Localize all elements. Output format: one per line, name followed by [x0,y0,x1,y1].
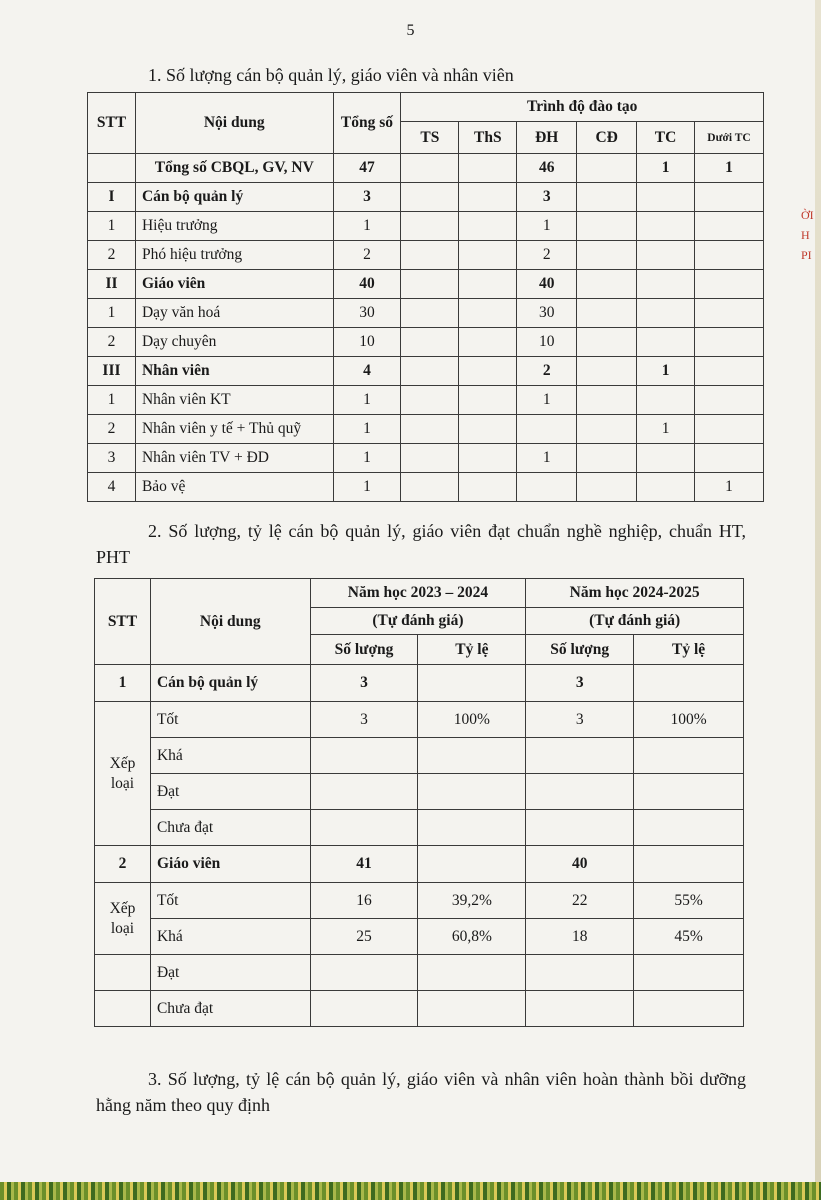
row-below [695,183,764,212]
group-name: Cán bộ quản lý [150,665,310,702]
y1-rate [418,810,526,846]
row-tc [637,473,695,502]
row-dh: 46 [517,154,577,183]
grade-row [95,955,744,991]
y2-count [526,774,634,810]
y1-rate [418,738,526,774]
row-total: 2 [333,241,401,270]
header-year-2024-2025: Năm học 2024-2025 [526,579,744,608]
row-ts [401,183,459,212]
row-content: Phó hiệu trưởng [135,241,333,270]
row-ths [459,444,517,473]
row-ths [459,473,517,502]
row-ts [401,241,459,270]
row-ts [401,299,459,328]
row-below [695,299,764,328]
header-ts: TS [401,122,459,154]
table-row [88,241,764,270]
group-y1-rate [418,665,526,702]
row-cd [577,415,637,444]
y1-count: 16 [310,883,418,919]
row-ths [459,212,517,241]
row-content: Bảo vệ [135,473,333,502]
row-total: 3 [333,183,401,212]
header-cd: CĐ [577,122,637,154]
row-cd [577,473,637,502]
row-total: 40 [333,270,401,299]
row-total: 4 [333,357,401,386]
grade-row [95,774,744,810]
row-ths [459,357,517,386]
row-ths [459,299,517,328]
row-dh [517,415,577,444]
row-stt: 1 [88,299,136,328]
row-stt: 1 [88,386,136,415]
page-edge [815,0,821,1182]
header-count: Số lượng [310,635,418,665]
section-2-title: 2. Số lượng, tỷ lệ cán bộ quản lý, giáo viên đạt chuẩn nghề nghiệp, chuẩn HT, PHT [96,521,746,567]
row-total: 1 [333,444,401,473]
y1-count [310,738,418,774]
header-stt: STT [88,93,136,154]
header-year-2023-2024: Năm học 2023 – 2024 [310,579,526,608]
row-tc [637,241,695,270]
y2-rate [634,991,744,1027]
table-row [88,154,764,183]
table-row [88,444,764,473]
group-row [95,846,744,883]
row-ts [401,154,459,183]
row-content: Cán bộ quản lý [135,183,333,212]
grade-name: Đạt [150,955,310,991]
y2-count [526,955,634,991]
row-below: 1 [695,473,764,502]
row-cd [577,328,637,357]
row-ts [401,473,459,502]
row-cd [577,241,637,270]
grade-row [95,919,744,955]
row-dh: 40 [517,270,577,299]
row-cd [577,270,637,299]
row-cd [577,299,637,328]
row-ts [401,357,459,386]
group-y2-count: 40 [526,846,634,883]
group-stt: 1 [95,665,151,702]
row-content: Giáo viên [135,270,333,299]
header-content: Nội dung [135,93,333,154]
row-dh: 1 [517,386,577,415]
group-y2-count: 3 [526,665,634,702]
y1-count [310,774,418,810]
row-total: 30 [333,299,401,328]
grade-label: Xếp loại [95,702,151,846]
y1-rate: 60,8% [418,919,526,955]
header-qualification: Trình độ đào tạo [401,93,764,122]
y2-rate [634,738,744,774]
row-stt: II [88,270,136,299]
table-row [88,415,764,444]
row-ts [401,415,459,444]
row-content: Nhân viên KT [135,386,333,415]
row-total: 1 [333,386,401,415]
table-row [88,212,764,241]
row-tc [637,270,695,299]
row-content: Hiệu trưởng [135,212,333,241]
y1-rate [418,774,526,810]
header-dh: ĐH [517,122,577,154]
row-tc [637,444,695,473]
grade-name: Khá [150,738,310,774]
empty-cell [95,991,151,1027]
y1-rate: 39,2% [418,883,526,919]
row-stt: 2 [88,241,136,270]
row-dh: 2 [517,357,577,386]
row-dh [517,473,577,502]
row-tc [637,299,695,328]
row-below: 1 [695,154,764,183]
grade-row [95,883,744,919]
y2-rate [634,774,744,810]
row-stt: 3 [88,444,136,473]
y1-count: 3 [310,702,418,738]
section-3-title: 3. Số lượng, tỷ lệ cán bộ quản lý, giáo viên và nhân viên hoàn thành bồi dưỡng hằng năm theo quy định [96,1069,746,1115]
header-tc: TC [637,122,695,154]
header-rate: Tỷ lệ [418,635,526,665]
grade-label: Xếp loại [95,883,151,955]
row-content: Nhân viên TV + ĐD [135,444,333,473]
row-dh: 1 [517,444,577,473]
grade-name: Khá [150,919,310,955]
row-content: Dạy văn hoá [135,299,333,328]
row-stt: 2 [88,415,136,444]
group-row [95,665,744,702]
y2-rate [634,810,744,846]
staff-count-table [87,92,764,502]
row-cd [577,154,637,183]
row-total: 10 [333,328,401,357]
row-stt: 1 [88,212,136,241]
row-tc [637,212,695,241]
group-name: Giáo viên [150,846,310,883]
row-ts [401,444,459,473]
y2-rate: 55% [634,883,744,919]
row-ths [459,415,517,444]
row-cd [577,357,637,386]
header-total: Tổng số [333,93,401,154]
row-cd [577,183,637,212]
row-ts [401,212,459,241]
y2-rate: 45% [634,919,744,955]
y2-count [526,810,634,846]
y2-rate [634,955,744,991]
row-stt: 2 [88,328,136,357]
table-row [88,328,764,357]
row-content: Tổng số CBQL, GV, NV [135,154,333,183]
group-y1-count: 3 [310,665,418,702]
red-stamp-fragment: ỜI H PI [801,208,814,262]
row-below [695,270,764,299]
row-stt: I [88,183,136,212]
row-ths [459,241,517,270]
row-ths [459,270,517,299]
y2-count: 3 [526,702,634,738]
group-stt: 2 [95,846,151,883]
y1-count [310,955,418,991]
row-stt [88,154,136,183]
grade-row [95,738,744,774]
row-ts [401,328,459,357]
header-stt: STT [95,579,151,665]
group-y1-count: 41 [310,846,418,883]
table-row [88,357,764,386]
table-row [88,299,764,328]
y1-rate [418,991,526,1027]
row-below [695,241,764,270]
row-dh: 1 [517,212,577,241]
table-row [88,473,764,502]
y2-count [526,991,634,1027]
table-row [88,270,764,299]
grade-row [95,991,744,1027]
row-tc: 1 [637,357,695,386]
y2-count: 18 [526,919,634,955]
row-dh: 30 [517,299,577,328]
grade-row [95,810,744,846]
row-tc [637,328,695,357]
row-ths [459,386,517,415]
y1-count [310,991,418,1027]
row-below [695,357,764,386]
header-below-tc: Dưới TC [695,122,764,154]
row-total: 1 [333,212,401,241]
grade-name: Tốt [150,702,310,738]
row-content: Nhân viên y tế + Thủ quỹ [135,415,333,444]
row-below [695,328,764,357]
row-ths [459,183,517,212]
row-below [695,386,764,415]
row-below [695,415,764,444]
grade-row [95,702,744,738]
row-dh: 10 [517,328,577,357]
header-count: Số lượng [526,635,634,665]
grade-name: Chưa đạt [150,991,310,1027]
row-ths [459,154,517,183]
grade-name: Đạt [150,774,310,810]
row-total: 1 [333,415,401,444]
row-content: Dạy chuyên [135,328,333,357]
header-content: Nội dung [150,579,310,665]
row-tc [637,183,695,212]
header-year2-note: (Tự đánh giá) [526,608,744,635]
row-ts [401,386,459,415]
group-y1-rate [418,846,526,883]
y2-rate: 100% [634,702,744,738]
y1-rate: 100% [418,702,526,738]
row-tc: 1 [637,415,695,444]
standards-table [94,578,744,1027]
row-below [695,444,764,473]
grade-name: Tốt [150,883,310,919]
y2-count: 22 [526,883,634,919]
y1-count: 25 [310,919,418,955]
row-content: Nhân viên [135,357,333,386]
bottom-decorative-strip [0,1182,821,1200]
empty-cell [95,955,151,991]
row-cd [577,386,637,415]
page-number: 5 [406,22,415,39]
row-stt: III [88,357,136,386]
header-year1-note: (Tự đánh giá) [310,608,526,635]
group-y2-rate [634,665,744,702]
row-total: 1 [333,473,401,502]
header-rate: Tỷ lệ [634,635,744,665]
grade-name: Chưa đạt [150,810,310,846]
row-cd [577,444,637,473]
y1-count [310,810,418,846]
header-ths: ThS [459,122,517,154]
row-tc: 1 [637,154,695,183]
table-row [88,386,764,415]
row-tc [637,386,695,415]
row-ths [459,328,517,357]
section-1-title: 1. Số lượng cán bộ quản lý, giáo viên và nhân viên [148,65,514,85]
y2-count [526,738,634,774]
row-cd [577,212,637,241]
table-row [88,183,764,212]
y1-rate [418,955,526,991]
row-dh: 3 [517,183,577,212]
row-stt: 4 [88,473,136,502]
row-ts [401,270,459,299]
row-below [695,212,764,241]
row-total: 47 [333,154,401,183]
group-y2-rate [634,846,744,883]
row-dh: 2 [517,241,577,270]
